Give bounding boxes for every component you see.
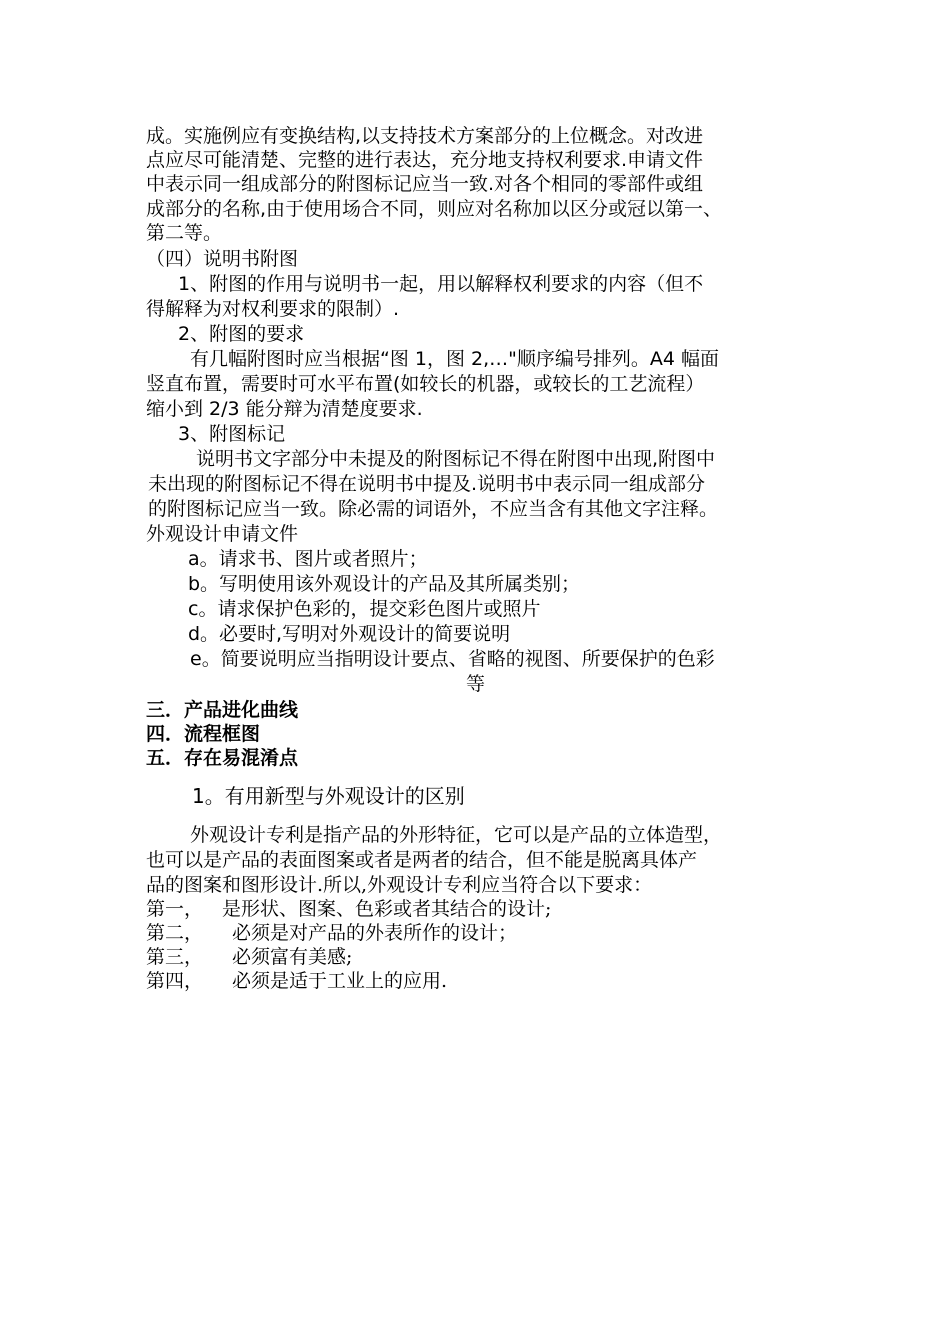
item1-line-1: 1、附图的作用与说明书一起，用以解释权利要求的内容（但不 <box>178 273 704 295</box>
intro-line-2: 点应尽可能清楚、完整的进行表达，充分地支持权利要求.申请文件 <box>146 149 704 171</box>
item3-line-2: 未出现的附图标记不得在说明书中提及.说明书中表示同一组成部分 <box>148 473 706 495</box>
intro-line-3: 中表示同一组成部分的附图标记应当一致.对各个相同的零部件或组 <box>146 173 704 195</box>
requirement-3-ordinal: 第三， <box>146 946 204 968</box>
item2-line-3: 缩小到 2/3 能分辩为清楚度要求. <box>146 398 423 420</box>
requirement-1-text: 是形状、图案、色彩或者其结合的设计; <box>222 898 552 920</box>
item3-title: 3、附图标记 <box>178 423 286 445</box>
design-docs-item-b: b。写明使用该外观设计的产品及其所属类别； <box>188 573 581 595</box>
requirement-2-ordinal: 第二， <box>146 922 204 944</box>
requirement-2-text: 必须是对产品的外表所作的设计； <box>232 922 518 944</box>
item3-line-3: 的附图标记应当一致。除必需的词语外，不应当含有其他文字注释。 <box>148 498 719 520</box>
design-docs-item-e: e。简要说明应当指明设计要点、省略的视图、所要保护的色彩 <box>190 648 715 670</box>
design-docs-title: 外观设计申请文件 <box>146 523 299 545</box>
heading-four: 四．流程框图 <box>146 723 261 745</box>
design-docs-tail: 等 <box>466 673 486 695</box>
subheading-one: 1。有用新型与外观设计的区别 <box>192 784 465 808</box>
design-docs-item-c: c。请求保护色彩的，提交彩色图片或照片 <box>188 598 541 620</box>
requirement-1-ordinal: 第一， <box>146 898 204 920</box>
item3-line-1: 说明书文字部分中未提及的附图标记不得在附图中出现,附图中 <box>196 448 716 470</box>
item2-line-2: 竖直布置，需要时可水平布置(如较长的机器，或较长的工艺流程） <box>146 373 705 395</box>
requirement-3-text: 必须富有美感; <box>232 946 353 968</box>
item2-title: 2、附图的要求 <box>178 323 305 345</box>
intro-line-5: 第二等。 <box>146 222 223 244</box>
design-patent-line-1: 外观设计专利是指产品的外形特征，它可以是产品的立体造型， <box>190 824 723 846</box>
item2-line-1: 有几幅附图时应当根据“图 1，图 2,…"顺序编号排列。A4 幅面 <box>190 348 720 370</box>
design-docs-item-d: d。必要时,写明对外观设计的简要说明 <box>188 623 511 645</box>
section-four-title: （四）说明书附图 <box>146 248 299 270</box>
design-docs-item-a: a。请求书、图片或者照片； <box>188 548 428 570</box>
heading-three: 三．产品进化曲线 <box>146 699 299 721</box>
design-patent-line-2: 也可以是产品的表面图案或者是两者的结合，但不能是脱离具体产 <box>146 849 698 871</box>
intro-line-4: 成部分的名称,由于使用场合不同，则应对名称加以区分或冠以第一、 <box>146 198 723 220</box>
intro-line-1: 成。实施例应有变换结构,以支持技术方案部分的上位概念。对改进 <box>146 125 704 147</box>
design-patent-line-3: 品的图案和图形设计.所以,外观设计专利应当符合以下要求： <box>146 874 653 896</box>
requirement-4-text: 必须是适于工业上的应用. <box>232 970 448 992</box>
item1-line-2: 得解释为对权利要求的限制）. <box>146 298 400 320</box>
heading-five: 五．存在易混淆点 <box>146 747 299 769</box>
requirement-4-ordinal: 第四， <box>146 970 204 992</box>
